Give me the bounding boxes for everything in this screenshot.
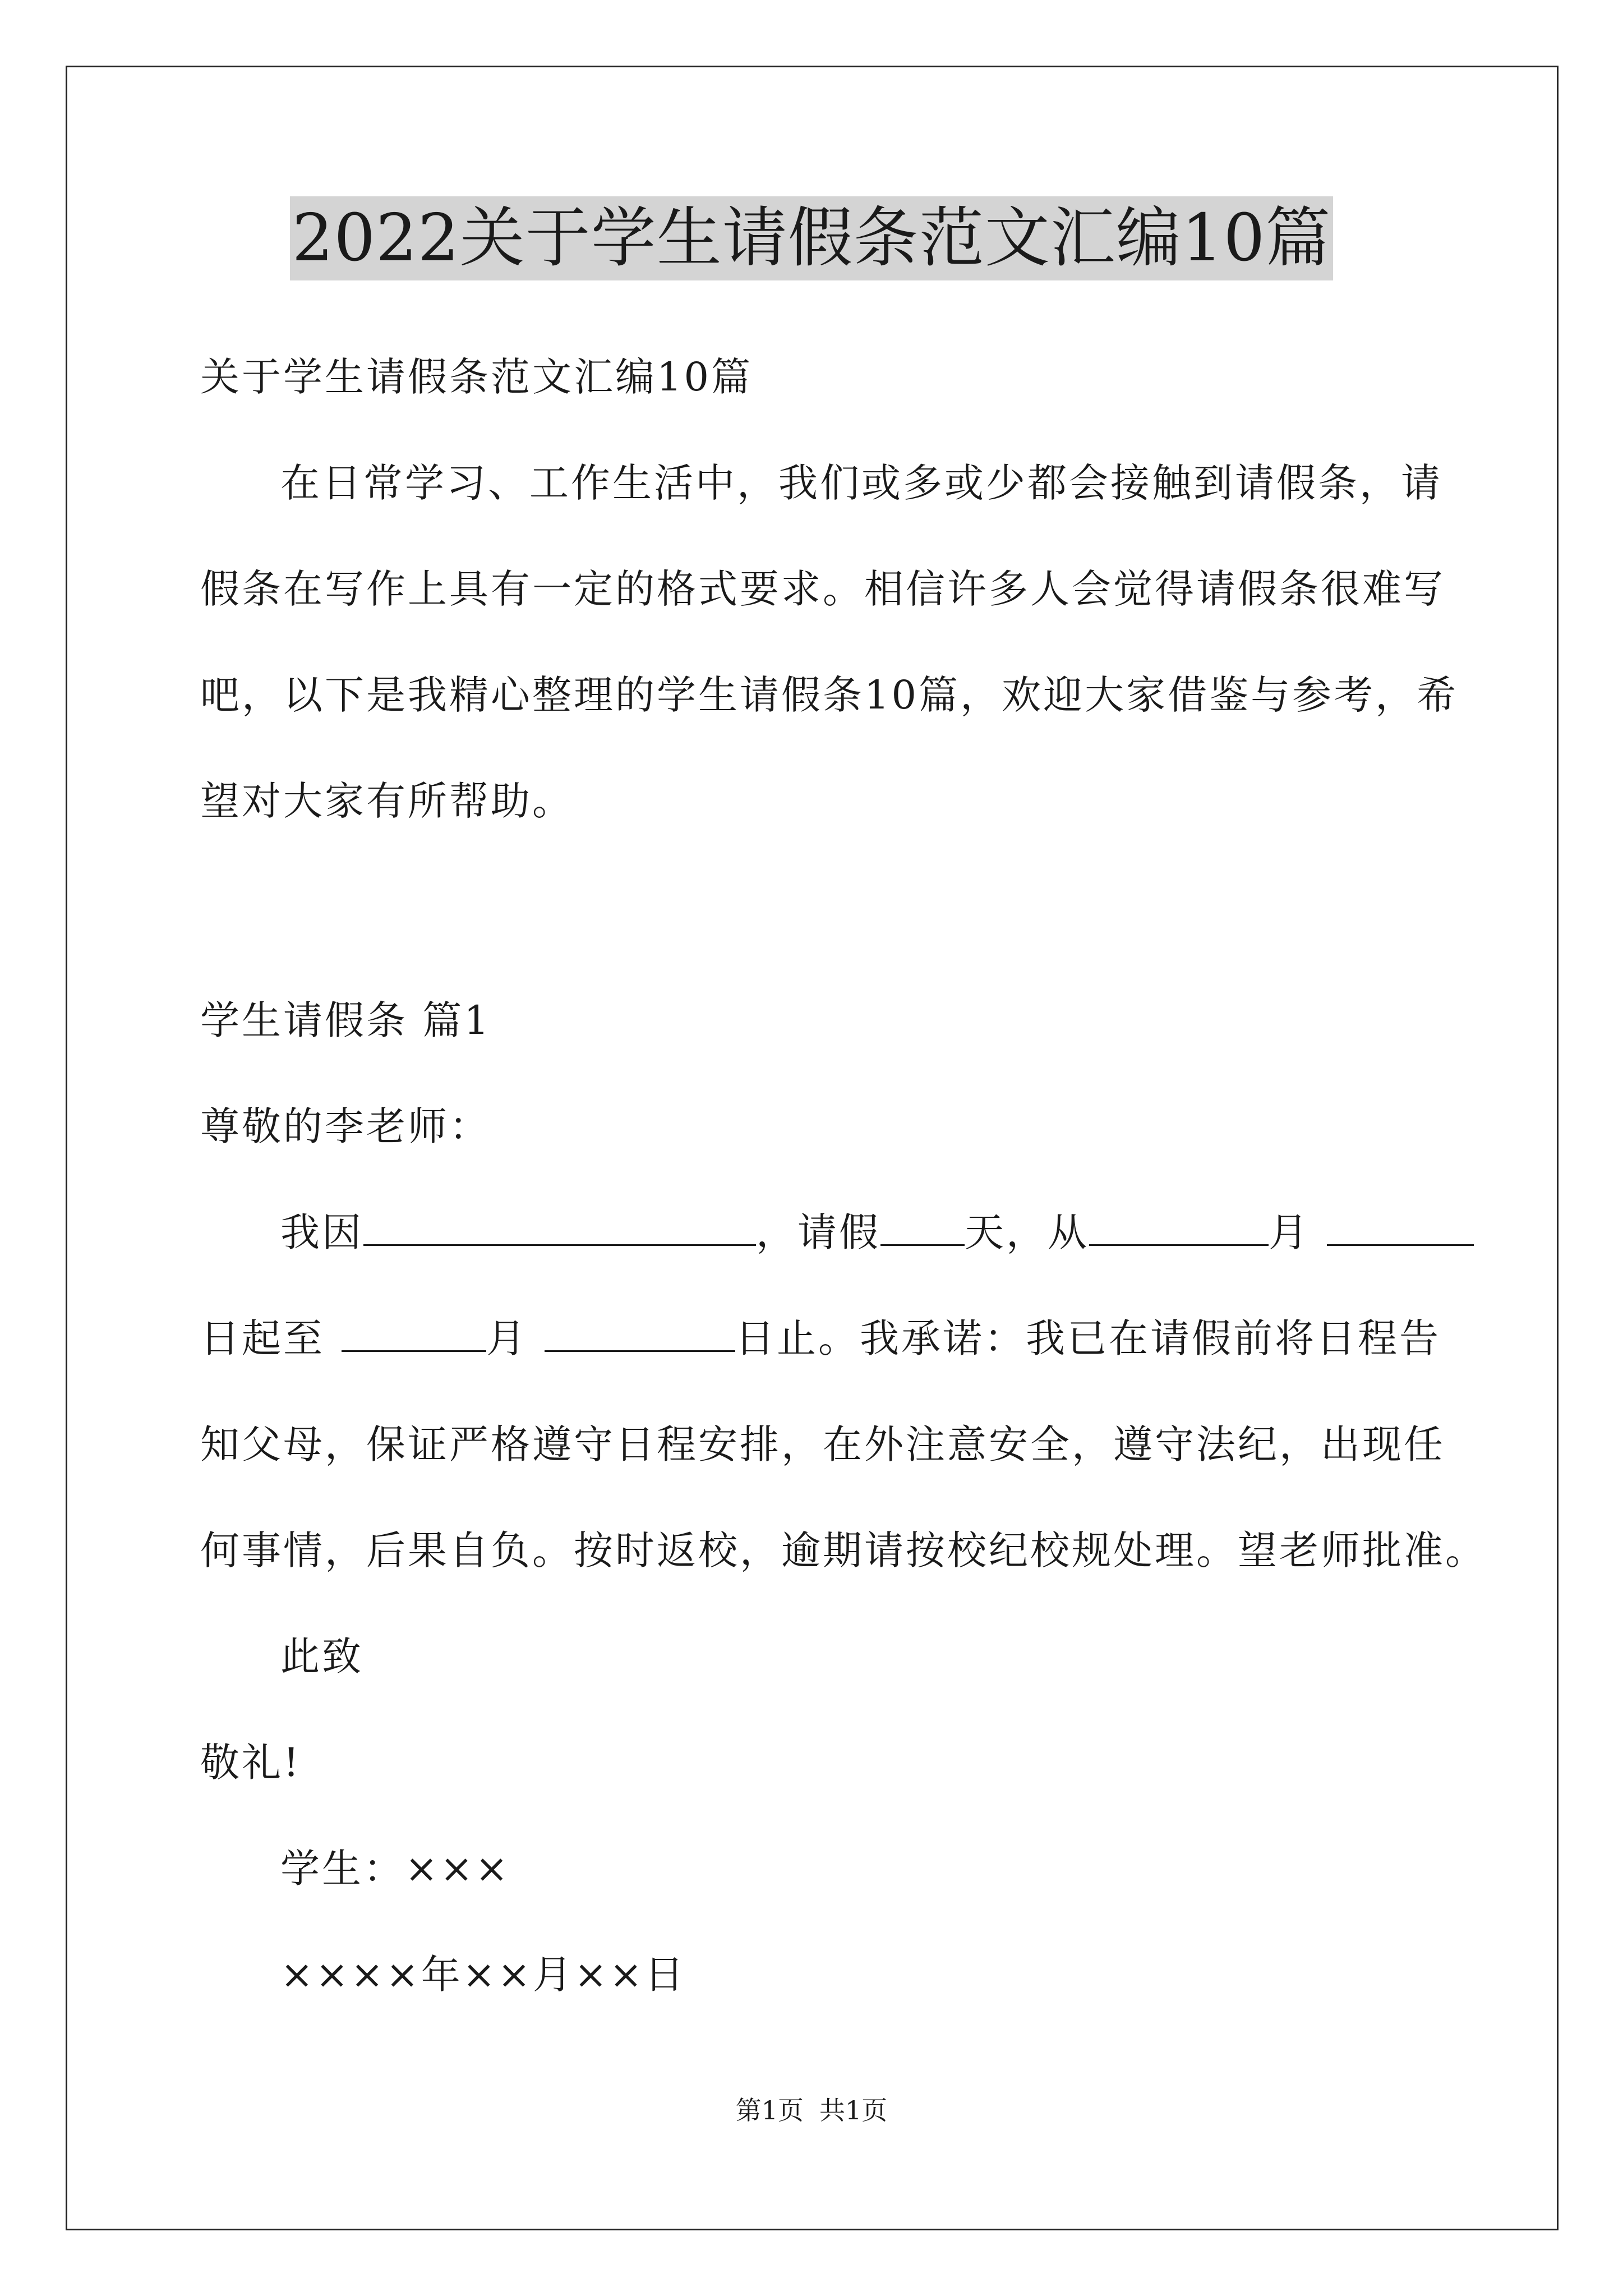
form-text-month: 月 [1269,1209,1310,1255]
signature: 学生：××× [280,1846,510,1892]
from-month-blank [1089,1209,1269,1246]
form-text-until: 日起至 [200,1315,325,1361]
section-heading: 学生请假条 篇1 [200,997,491,1043]
form-text-from: 天，从 [965,1209,1089,1255]
from-day-blank [1327,1209,1474,1246]
closing-line-2: 敬礼! [200,1740,302,1786]
closing-line-1: 此致 [280,1634,363,1680]
days-blank [880,1209,965,1246]
form-text-days: ，请假 [756,1209,880,1255]
to-month-blank [342,1315,486,1352]
title-container [0,196,1623,280]
form-text-promise: 日止。我承诺：我已在请假前将日程告 [735,1315,1441,1361]
body-line-2: 何事情，后果自负。按时返校，逾期请按校纪校规处理。望老师批准。 [200,1527,1487,1573]
page-number-total: 共1页 [819,2095,888,2125]
reason-blank [363,1209,756,1246]
form-text-reason: 我因 [280,1209,363,1255]
page-number-current: 第1页 [735,2095,804,2125]
intro-line-4: 望对大家有所帮助。 [200,778,574,824]
intro-line-2: 假条在写作上具有一定的格式要求。相信许多人会觉得请假条很难写 [200,566,1445,612]
to-day-blank [545,1315,735,1352]
document-subtitle: 关于学生请假条范文汇编10篇 [200,354,753,400]
form-text-month2: 月 [486,1315,528,1361]
form-line-2 [200,1313,1441,1364]
intro-line-1: 在日常学习、工作生活中，我们或多或少都会接触到请假条，请 [280,460,1442,506]
signature-date: ××××年××月××日 [280,1952,686,1998]
body-line-1: 知父母，保证严格遵守日程安排，在外注意安全，遵守法纪，出现任 [200,1421,1445,1467]
page-footer [0,2093,1623,2127]
intro-line-3: 吧，以下是我精心整理的学生请假条10篇，欢迎大家借鉴与参考，希 [200,672,1459,718]
salutation: 尊敬的李老师： [200,1103,491,1149]
form-line-1 [280,1207,1474,1258]
document-title: 2022关于学生请假条范文汇编10篇 [290,196,1334,280]
